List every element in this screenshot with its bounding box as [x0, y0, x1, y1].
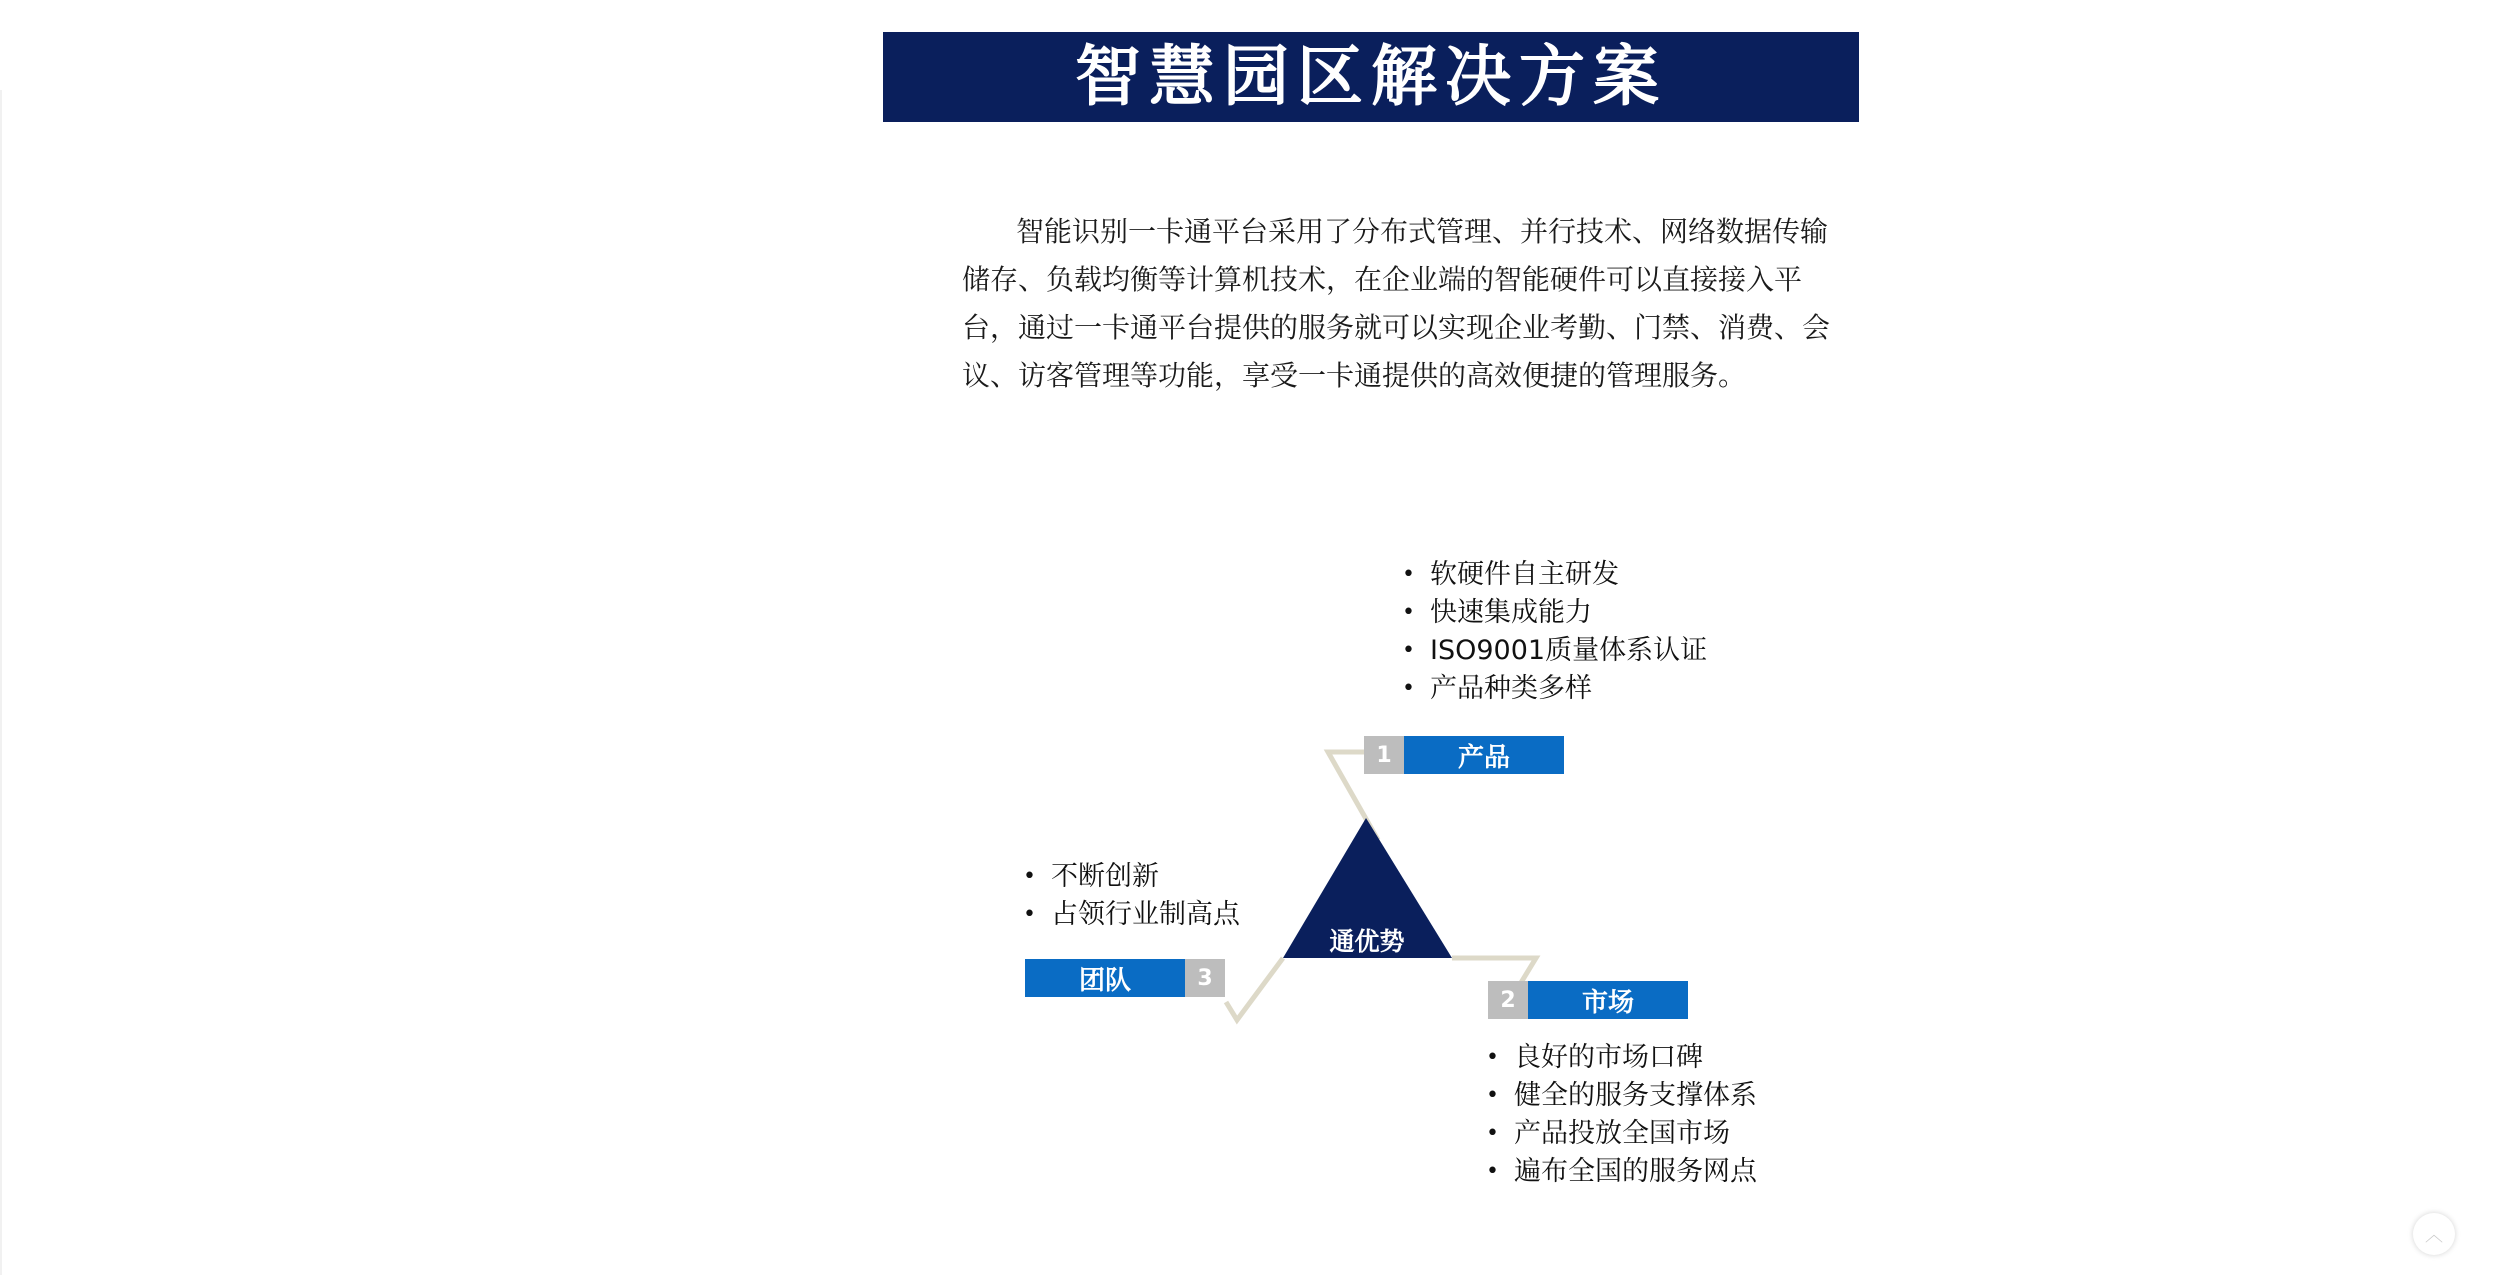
page-title: 智慧园区解决方案 — [1075, 38, 1667, 115]
list-item: • 产品种类多样 — [1402, 670, 1707, 708]
intro-paragraph: 智能识别一卡通平台采用了分布式管理、并行技术、网络数据传输储存、负载均衡等计算机技术，在企业端的智能硬件可以直接接入平台，通过一卡通平台提供的服务就可以实现企业考勤、门禁、消费、会议、访客管理等功能，享受一卡通提供的高效便捷的管理服务。 — [962, 215, 1831, 392]
team-label — [1025, 959, 1225, 997]
team-number: 3 — [1185, 959, 1225, 997]
team-points — [1023, 858, 1240, 934]
list-item: • 健全的服务支撑体系 — [1486, 1077, 1757, 1115]
list-item: • ISO9001质量体系认证 — [1402, 632, 1707, 670]
market-points — [1486, 1039, 1757, 1191]
list-item: • 快速集成能力 — [1402, 594, 1707, 632]
team-name: 团队 — [1025, 959, 1185, 997]
list-item: • 软硬件自主研发 — [1402, 556, 1707, 594]
center-triangle-label: 通优势 — [1329, 927, 1405, 956]
product-label — [1364, 736, 1564, 774]
list-item: • 遍布全国的服务网点 — [1486, 1153, 1757, 1191]
market-label — [1488, 981, 1688, 1019]
scroll-to-top-button[interactable] — [2413, 1213, 2455, 1255]
list-item: • 产品投放全国市场 — [1486, 1115, 1757, 1153]
list-item: • 不断创新 — [1023, 858, 1240, 896]
product-number: 1 — [1364, 736, 1404, 774]
product-name: 产品 — [1404, 736, 1564, 774]
chevron-up-icon: ︿ — [2425, 1225, 2443, 1246]
product-points — [1402, 556, 1707, 708]
list-item: • 占领行业制高点 — [1023, 896, 1240, 934]
outline-lower-left — [1226, 958, 1283, 1020]
market-name: 市场 — [1528, 981, 1688, 1019]
list-item: • 良好的市场口碑 — [1486, 1039, 1757, 1077]
market-number: 2 — [1488, 981, 1528, 1019]
